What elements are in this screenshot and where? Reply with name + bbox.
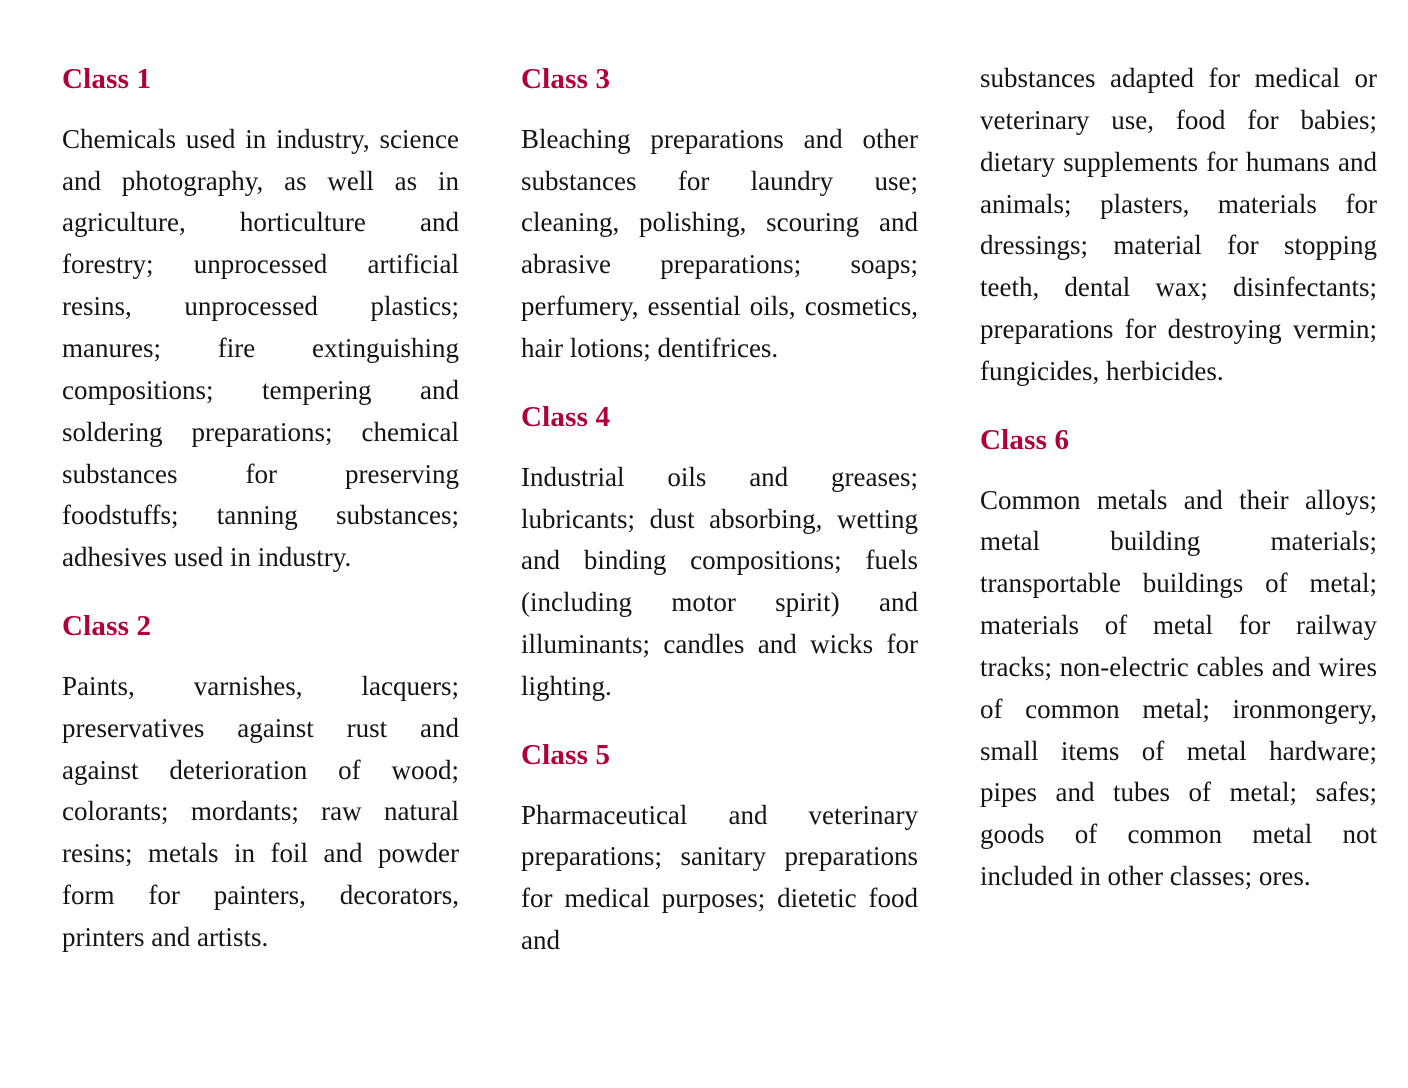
class-body-3: Bleaching preparations and other substances for laundry use; cleaning, polishing, scouring and abrasive preparations; soaps; perfumery, essential oils, cosmetics, hair lotions; dentifrices. — [521, 123, 918, 364]
class-heading-3: Class 3 — [521, 63, 611, 95]
class-heading-1: Class 1 — [62, 63, 152, 95]
class-heading-4: Class 4 — [521, 400, 611, 433]
text-column-3 — [980, 62, 1377, 1088]
class-body-6: Common metals and their alloys; metal building materials; transportable buildings of metal; materials of metal for railway tracks; non-electric cables and wires of common metal; ironmongery, small items of metal hardware; pipes and tubes of metal; safes; goods of common metal not included in other classes; ores. — [980, 484, 1377, 892]
class-body-5-part-2: substances adapted for medical or veterinary use, food for babies; dietary supplements for humans and animals; plasters, materials for dressings; material for stopping teeth, dental wax; disinfectants; preparations for destroying vermin; fungicides, herbicides. — [980, 63, 1377, 386]
text-column-1 — [62, 62, 459, 1088]
class-body-2: Paints, varnishes, lacquers; preservatives against rust and against deterioration of wood; colorants; mordants; raw natural resins; metals in foil and powder form for painters, decorators, printers and artists. — [62, 670, 459, 952]
class-heading-6: Class 6 — [980, 423, 1070, 456]
class-body-1: Chemicals used in industry, science and photography, as well as in agriculture, horticulture and forestry; unprocessed artificial resins, unprocessed plastics; manures; fire extinguishing compositions; tempering and soldering preparations; chemical substances for preserving foodstuffs; tanning substances; adhesives used in industry. — [62, 123, 459, 573]
class-heading-2: Class 2 — [62, 610, 152, 643]
text-column-2 — [521, 62, 918, 1088]
class-heading-5: Class 5 — [521, 738, 611, 771]
class-body-4: Industrial oils and greases; lubricants; dust absorbing, wetting and binding compositions; fuels (including motor spirit) and illuminants; candles and wicks for lighting. — [521, 461, 918, 701]
class-body-5-part-1: Pharmaceutical and veterinary preparations; sanitary preparations for medical purposes; dietetic food and — [521, 799, 918, 956]
column-container — [62, 62, 1377, 1088]
